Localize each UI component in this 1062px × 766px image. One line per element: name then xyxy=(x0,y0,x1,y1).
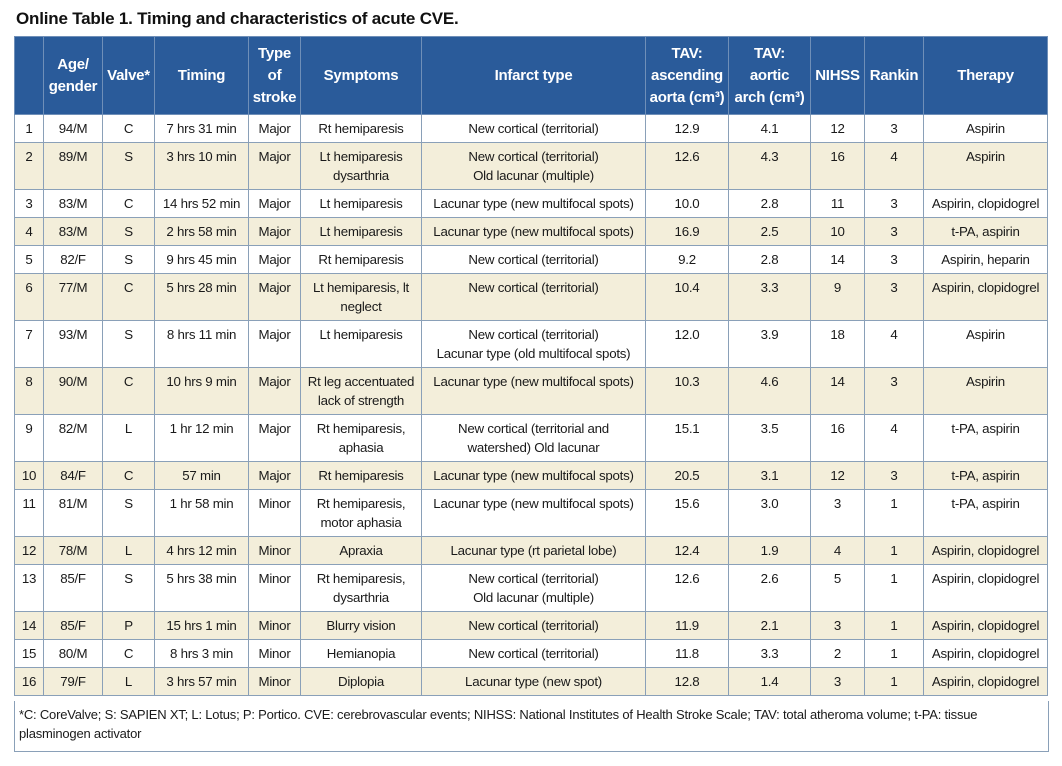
cell-timing: 1 hr 12 min xyxy=(155,415,249,462)
cell-timing: 15 hrs 1 min xyxy=(155,612,249,640)
cell-infarct-type xyxy=(422,462,646,490)
cell-tav-ascending-aorta: 10.3 xyxy=(646,368,729,415)
cell-infarct-type xyxy=(422,246,646,274)
cell-tav-ascending-aorta: 12.6 xyxy=(646,143,729,190)
cell-nihss: 12 xyxy=(811,462,865,490)
cell-tav-aortic-arch: 3.5 xyxy=(729,415,811,462)
cell-valve: C xyxy=(103,368,155,415)
cell-valve: S xyxy=(103,143,155,190)
cell-index: 10 xyxy=(15,462,44,490)
cell-nihss: 10 xyxy=(811,218,865,246)
cell-infarct-type-line: New cortical (territorial) xyxy=(468,646,599,661)
cell-stroke-type: Major xyxy=(249,321,301,368)
cell-stroke-type: Major xyxy=(249,190,301,218)
cell-symptoms-line: Rt hemiparesis, xyxy=(316,496,406,511)
cell-tav-ascending-aorta: 15.1 xyxy=(646,415,729,462)
cell-symptoms xyxy=(301,321,422,368)
header-line: aortic xyxy=(749,66,790,84)
cell-therapy: Aspirin xyxy=(924,321,1048,368)
cell-rankin: 4 xyxy=(865,321,924,368)
cell-index: 6 xyxy=(15,274,44,321)
cell-symptoms xyxy=(301,668,422,696)
cell-symptoms xyxy=(301,368,422,415)
cell-timing: 7 hrs 31 min xyxy=(155,115,249,143)
cell-tav-ascending-aorta: 12.0 xyxy=(646,321,729,368)
cell-stroke-type: Minor xyxy=(249,565,301,612)
cell-tav-ascending-aorta: 10.4 xyxy=(646,274,729,321)
cell-therapy: Aspirin, clopidogrel xyxy=(924,640,1048,668)
cell-age-gender: 82/F xyxy=(44,246,103,274)
cell-valve: S xyxy=(103,565,155,612)
cell-symptoms xyxy=(301,537,422,565)
cell-valve: S xyxy=(103,490,155,537)
cell-tav-aortic-arch: 3.1 xyxy=(729,462,811,490)
cell-timing: 2 hrs 58 min xyxy=(155,218,249,246)
cell-symptoms-line: Lt hemiparesis xyxy=(319,196,403,211)
cell-tav-aortic-arch: 3.3 xyxy=(729,274,811,321)
cell-rankin: 3 xyxy=(865,246,924,274)
cell-infarct-type xyxy=(422,190,646,218)
cell-tav-ascending-aorta: 20.5 xyxy=(646,462,729,490)
cell-infarct-type xyxy=(422,490,646,537)
cell-tav-ascending-aorta: 11.8 xyxy=(646,640,729,668)
cell-tav-aortic-arch: 3.3 xyxy=(729,640,811,668)
cell-valve: C xyxy=(103,115,155,143)
cell-tav-aortic-arch: 3.0 xyxy=(729,490,811,537)
cell-rankin: 4 xyxy=(865,143,924,190)
cell-index: 16 xyxy=(15,668,44,696)
cell-timing: 3 hrs 57 min xyxy=(155,668,249,696)
cell-therapy: t-PA, aspirin xyxy=(924,415,1048,462)
cell-age-gender: 85/F xyxy=(44,565,103,612)
cell-tav-aortic-arch: 1.4 xyxy=(729,668,811,696)
cell-symptoms-line: Rt hemiparesis, xyxy=(316,421,406,436)
table-row xyxy=(15,246,1048,274)
cell-index: 11 xyxy=(15,490,44,537)
cell-tav-aortic-arch: 2.8 xyxy=(729,246,811,274)
cell-age-gender: 78/M xyxy=(44,537,103,565)
cell-therapy: Aspirin, heparin xyxy=(924,246,1048,274)
cell-stroke-type: Major xyxy=(249,246,301,274)
table-body xyxy=(15,115,1048,696)
cell-infarct-type xyxy=(422,143,646,190)
cell-valve: C xyxy=(103,274,155,321)
cell-nihss: 3 xyxy=(811,490,865,537)
cell-infarct-type-line: Lacunar type (new multifocal spots) xyxy=(433,196,634,211)
cell-symptoms xyxy=(301,415,422,462)
cell-therapy: t-PA, aspirin xyxy=(924,218,1048,246)
cell-tav-ascending-aorta: 12.8 xyxy=(646,668,729,696)
cell-infarct-type-line: New cortical (territorial) xyxy=(468,121,599,136)
cell-infarct-type xyxy=(422,368,646,415)
table-row xyxy=(15,565,1048,612)
cell-symptoms xyxy=(301,218,422,246)
cell-valve: S xyxy=(103,246,155,274)
cell-age-gender: 89/M xyxy=(44,143,103,190)
cell-symptoms-line: lack of strength xyxy=(317,393,405,408)
cell-stroke-type: Minor xyxy=(249,490,301,537)
cell-age-gender: 83/M xyxy=(44,190,103,218)
cell-timing: 4 hrs 12 min xyxy=(155,537,249,565)
cell-symptoms-line: motor aphasia xyxy=(320,515,402,530)
cell-tav-ascending-aorta: 10.0 xyxy=(646,190,729,218)
cell-valve: C xyxy=(103,190,155,218)
cell-valve: C xyxy=(103,640,155,668)
header-cell-index xyxy=(15,37,44,115)
cell-tav-ascending-aorta: 9.2 xyxy=(646,246,729,274)
cell-symptoms-line: Rt leg accentuated xyxy=(307,374,415,389)
cell-infarct-type xyxy=(422,218,646,246)
cell-symptoms xyxy=(301,565,422,612)
cell-nihss: 14 xyxy=(811,368,865,415)
cell-nihss: 16 xyxy=(811,143,865,190)
cell-nihss: 14 xyxy=(811,246,865,274)
cell-age-gender: 94/M xyxy=(44,115,103,143)
header-line: Symptoms xyxy=(323,66,399,84)
cell-infarct-type xyxy=(422,640,646,668)
cell-tav-aortic-arch: 3.9 xyxy=(729,321,811,368)
cell-timing: 8 hrs 11 min xyxy=(155,321,249,368)
cell-nihss: 3 xyxy=(811,668,865,696)
cell-valve: L xyxy=(103,415,155,462)
header-line: Type xyxy=(258,44,291,62)
header-line: Therapy xyxy=(957,66,1014,84)
cell-rankin: 3 xyxy=(865,190,924,218)
cell-symptoms-line: Blurry vision xyxy=(326,618,396,633)
header-line: Timing xyxy=(177,66,226,84)
cell-index: 8 xyxy=(15,368,44,415)
header-line: stroke xyxy=(252,88,297,106)
cell-therapy: Aspirin, clopidogrel xyxy=(924,190,1048,218)
cell-infarct-type-line: New cortical (territorial) xyxy=(468,571,599,586)
header-cell-infarct-type xyxy=(422,37,646,115)
cell-nihss: 2 xyxy=(811,640,865,668)
cell-symptoms-line: Rt hemiparesis xyxy=(318,121,404,136)
cell-nihss: 11 xyxy=(811,190,865,218)
cell-rankin: 4 xyxy=(865,415,924,462)
header-line: Rankin xyxy=(869,66,919,84)
table-row xyxy=(15,321,1048,368)
cell-age-gender: 84/F xyxy=(44,462,103,490)
cell-infarct-type xyxy=(422,537,646,565)
cell-valve: L xyxy=(103,537,155,565)
header-cell-nihss xyxy=(811,37,865,115)
cell-age-gender: 77/M xyxy=(44,274,103,321)
header-line: ascending xyxy=(651,66,723,84)
cell-nihss: 4 xyxy=(811,537,865,565)
cell-symptoms xyxy=(301,640,422,668)
table-row xyxy=(15,612,1048,640)
header-line: NIHSS xyxy=(815,66,860,84)
cell-tav-aortic-arch: 2.8 xyxy=(729,190,811,218)
header-line: TAV: xyxy=(754,44,785,62)
header-line: arch (cm³) xyxy=(734,88,805,106)
cell-symptoms-line: Lt hemiparesis, lt xyxy=(312,280,409,295)
cell-symptoms xyxy=(301,246,422,274)
cell-tav-ascending-aorta: 15.6 xyxy=(646,490,729,537)
header-row xyxy=(15,37,1048,115)
cell-nihss: 18 xyxy=(811,321,865,368)
cell-tav-ascending-aorta: 12.6 xyxy=(646,565,729,612)
cell-infarct-type xyxy=(422,115,646,143)
cell-stroke-type: Major xyxy=(249,462,301,490)
cell-rankin: 3 xyxy=(865,274,924,321)
table-row xyxy=(15,462,1048,490)
cell-rankin: 1 xyxy=(865,490,924,537)
cell-infarct-type xyxy=(422,612,646,640)
cell-symptoms xyxy=(301,190,422,218)
header-cell-therapy xyxy=(924,37,1048,115)
cell-index: 4 xyxy=(15,218,44,246)
cell-symptoms-line: Lt hemiparesis xyxy=(319,149,403,164)
cell-symptoms xyxy=(301,462,422,490)
cell-valve: L xyxy=(103,668,155,696)
cell-stroke-type: Major xyxy=(249,368,301,415)
cell-index: 3 xyxy=(15,190,44,218)
cell-stroke-type: Major xyxy=(249,218,301,246)
cell-stroke-type: Major xyxy=(249,143,301,190)
header-line: gender xyxy=(48,77,98,95)
cell-tav-aortic-arch: 4.3 xyxy=(729,143,811,190)
table-row xyxy=(15,668,1048,696)
cell-tav-aortic-arch: 2.5 xyxy=(729,218,811,246)
cell-symptoms-line: Lt hemiparesis xyxy=(319,327,403,342)
cell-rankin: 3 xyxy=(865,462,924,490)
cell-rankin: 3 xyxy=(865,368,924,415)
cell-age-gender: 82/M xyxy=(44,415,103,462)
cell-stroke-type: Major xyxy=(249,115,301,143)
cell-age-gender: 80/M xyxy=(44,640,103,668)
header-line: of xyxy=(267,66,282,84)
cell-infarct-type-line: New cortical (territorial) xyxy=(468,149,599,164)
cell-valve: S xyxy=(103,218,155,246)
cell-nihss: 9 xyxy=(811,274,865,321)
cell-symptoms-line: Lt hemiparesis xyxy=(319,224,403,239)
cell-valve: S xyxy=(103,321,155,368)
header-line: Infarct type xyxy=(494,66,573,84)
cell-infarct-type xyxy=(422,415,646,462)
cell-therapy: Aspirin, clopidogrel xyxy=(924,274,1048,321)
cell-infarct-type xyxy=(422,274,646,321)
cell-tav-ascending-aorta: 12.9 xyxy=(646,115,729,143)
cell-symptoms-line: Apraxia xyxy=(339,543,383,558)
cell-age-gender: 79/F xyxy=(44,668,103,696)
cell-infarct-type-line: Lacunar type (new multifocal spots) xyxy=(433,468,634,483)
cell-index: 7 xyxy=(15,321,44,368)
table-row xyxy=(15,218,1048,246)
cell-nihss: 3 xyxy=(811,612,865,640)
header-cell-tav-ascending-aorta xyxy=(646,37,729,115)
cell-symptoms-line: Hemianopia xyxy=(326,646,396,661)
cell-symptoms-line: aphasia xyxy=(338,440,384,455)
table-row xyxy=(15,490,1048,537)
cell-therapy: t-PA, aspirin xyxy=(924,462,1048,490)
cell-timing: 5 hrs 28 min xyxy=(155,274,249,321)
cell-therapy: Aspirin, clopidogrel xyxy=(924,612,1048,640)
cell-infarct-type-line: New cortical (territorial) xyxy=(468,280,599,295)
cell-therapy: Aspirin xyxy=(924,143,1048,190)
cell-symptoms-line: Rt hemiparesis, xyxy=(316,571,406,586)
header-line: Valve* xyxy=(107,66,150,84)
cell-valve: C xyxy=(103,462,155,490)
cell-therapy: Aspirin xyxy=(924,115,1048,143)
cell-infarct-type-line: Lacunar type (new multifocal spots) xyxy=(433,224,634,239)
cell-infarct-type xyxy=(422,321,646,368)
cell-symptoms xyxy=(301,612,422,640)
header-cell-tav-aortic-arch xyxy=(729,37,811,115)
cell-infarct-type-line: New cortical (territorial) xyxy=(468,252,599,267)
header-cell-valve xyxy=(103,37,155,115)
table-row xyxy=(15,115,1048,143)
cell-infarct-type-line: New cortical (territorial and xyxy=(458,421,609,436)
cell-infarct-type-line: Lacunar type (rt parietal lobe) xyxy=(450,543,617,558)
cell-infarct-type xyxy=(422,565,646,612)
header-cell-symptoms xyxy=(301,37,422,115)
cell-therapy: t-PA, aspirin xyxy=(924,490,1048,537)
cell-tav-aortic-arch: 4.6 xyxy=(729,368,811,415)
header-cell-timing xyxy=(155,37,249,115)
cell-infarct-type-line: watershed) Old lacunar xyxy=(467,440,600,455)
table-footnote xyxy=(14,701,1049,752)
table-row xyxy=(15,537,1048,565)
cell-stroke-type: Major xyxy=(249,274,301,321)
cell-age-gender: 90/M xyxy=(44,368,103,415)
cell-index: 5 xyxy=(15,246,44,274)
cell-symptoms-line: neglect xyxy=(340,299,382,314)
cell-index: 2 xyxy=(15,143,44,190)
table-row xyxy=(15,143,1048,190)
cell-symptoms xyxy=(301,274,422,321)
cell-nihss: 16 xyxy=(811,415,865,462)
cell-timing: 9 hrs 45 min xyxy=(155,246,249,274)
cell-age-gender: 83/M xyxy=(44,218,103,246)
cell-timing: 3 hrs 10 min xyxy=(155,143,249,190)
header-cell-age-gender xyxy=(44,37,103,115)
cell-index: 9 xyxy=(15,415,44,462)
cell-symptoms-line: dysarthria xyxy=(333,168,389,183)
cell-infarct-type-line: Old lacunar (multiple) xyxy=(473,168,594,183)
cell-symptoms-line: Diplopia xyxy=(337,674,385,689)
table-row xyxy=(15,640,1048,668)
cell-symptoms xyxy=(301,490,422,537)
cell-infarct-type xyxy=(422,668,646,696)
cell-age-gender: 81/M xyxy=(44,490,103,537)
cell-symptoms-line: Rt hemiparesis xyxy=(318,252,404,267)
cell-infarct-type-line: Lacunar type (new spot) xyxy=(465,674,602,689)
cell-infarct-type-line: Lacunar type (old multifocal spots) xyxy=(436,346,631,361)
cell-therapy: Aspirin, clopidogrel xyxy=(924,565,1048,612)
cell-nihss: 5 xyxy=(811,565,865,612)
cell-infarct-type-line: Old lacunar (multiple) xyxy=(473,590,594,605)
cell-timing: 10 hrs 9 min xyxy=(155,368,249,415)
cell-timing: 5 hrs 38 min xyxy=(155,565,249,612)
cell-rankin: 1 xyxy=(865,640,924,668)
cell-therapy: Aspirin, clopidogrel xyxy=(924,537,1048,565)
cell-stroke-type: Major xyxy=(249,415,301,462)
table-caption: Online Table 1. Timing and characteristics of acute CVE. xyxy=(16,9,459,28)
cell-stroke-type: Minor xyxy=(249,612,301,640)
cell-infarct-type-line: Lacunar type (new multifocal spots) xyxy=(433,374,634,389)
table-row xyxy=(15,190,1048,218)
cell-infarct-type-line: New cortical (territorial) xyxy=(468,618,599,633)
cell-rankin: 1 xyxy=(865,668,924,696)
cell-tav-aortic-arch: 4.1 xyxy=(729,115,811,143)
cell-index: 12 xyxy=(15,537,44,565)
cell-stroke-type: Minor xyxy=(249,640,301,668)
cve-table xyxy=(14,36,1048,696)
cell-tav-ascending-aorta: 16.9 xyxy=(646,218,729,246)
cell-valve: P xyxy=(103,612,155,640)
cell-age-gender: 85/F xyxy=(44,612,103,640)
header-line: aorta (cm³) xyxy=(649,88,725,106)
cell-rankin: 1 xyxy=(865,537,924,565)
cell-therapy: Aspirin, clopidogrel xyxy=(924,668,1048,696)
footnote-line: *C: CoreValve; S: SAPIEN XT; L: Lotus; P: Portico. CVE: cerebrovascular events; NIHSS: National Institutes of Health Stroke Scale; TAV: total atheroma volume; t-PA: tissue xyxy=(19,707,978,722)
cell-rankin: 1 xyxy=(865,612,924,640)
cell-tav-aortic-arch: 1.9 xyxy=(729,537,811,565)
header-line: TAV: xyxy=(671,44,703,62)
cell-index: 14 xyxy=(15,612,44,640)
cell-nihss: 12 xyxy=(811,115,865,143)
cell-infarct-type-line: New cortical (territorial) xyxy=(468,327,599,342)
cell-index: 1 xyxy=(15,115,44,143)
cell-infarct-type-line: Lacunar type (new multifocal spots) xyxy=(433,496,634,511)
cell-symptoms-line: Rt hemiparesis xyxy=(318,468,404,483)
cell-timing: 1 hr 58 min xyxy=(155,490,249,537)
table-row xyxy=(15,368,1048,415)
cell-rankin: 3 xyxy=(865,218,924,246)
cell-rankin: 1 xyxy=(865,565,924,612)
header-cell-type-of-stroke xyxy=(249,37,301,115)
header-cell-rankin xyxy=(865,37,924,115)
table-row xyxy=(15,274,1048,321)
table-row xyxy=(15,415,1048,462)
cell-rankin: 3 xyxy=(865,115,924,143)
header-line: Age/ xyxy=(57,55,89,73)
cell-tav-aortic-arch: 2.1 xyxy=(729,612,811,640)
cell-stroke-type: Minor xyxy=(249,668,301,696)
cell-therapy: Aspirin xyxy=(924,368,1048,415)
footnote-line: plasminogen activator xyxy=(19,726,142,741)
cell-index: 13 xyxy=(15,565,44,612)
cell-symptoms-line: dysarthria xyxy=(333,590,389,605)
cell-symptoms xyxy=(301,143,422,190)
cell-tav-aortic-arch: 2.6 xyxy=(729,565,811,612)
cell-timing: 57 min xyxy=(155,462,249,490)
cell-tav-ascending-aorta: 12.4 xyxy=(646,537,729,565)
cell-age-gender: 93/M xyxy=(44,321,103,368)
cell-timing: 8 hrs 3 min xyxy=(155,640,249,668)
cell-stroke-type: Minor xyxy=(249,537,301,565)
cell-timing: 14 hrs 52 min xyxy=(155,190,249,218)
cell-symptoms xyxy=(301,115,422,143)
cell-tav-ascending-aorta: 11.9 xyxy=(646,612,729,640)
cell-index: 15 xyxy=(15,640,44,668)
